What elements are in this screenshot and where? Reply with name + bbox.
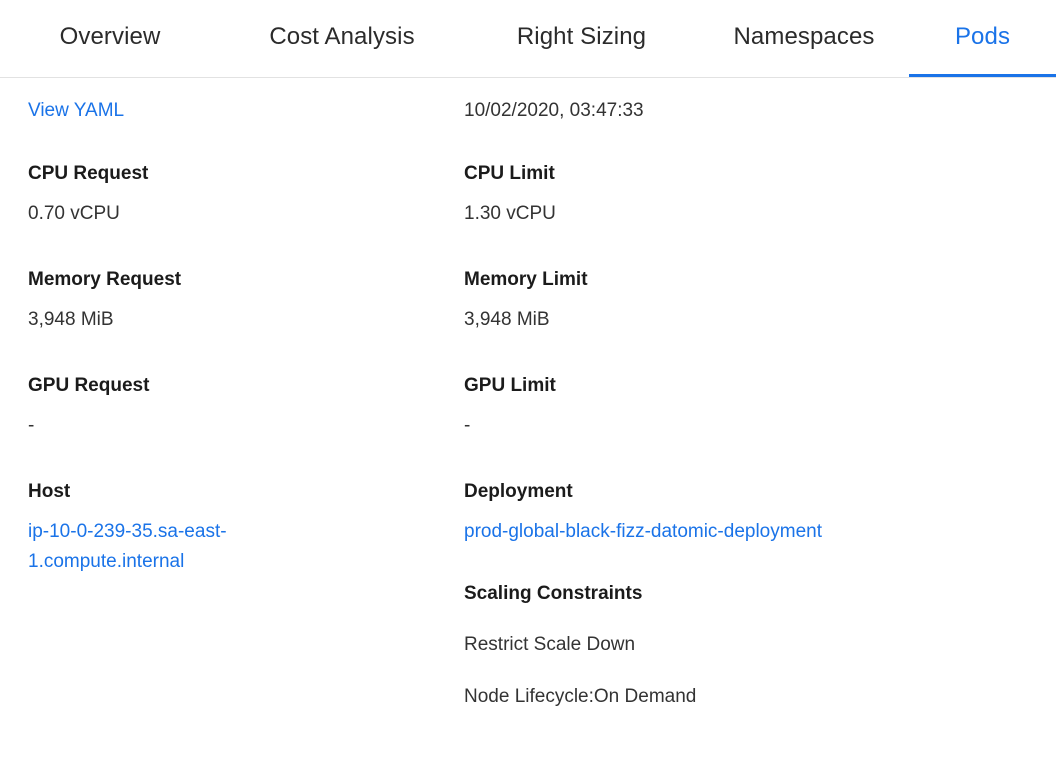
cpu-limit-label: CPU Limit xyxy=(464,163,555,184)
tab-bar xyxy=(0,0,1056,78)
gpu-request-value: - xyxy=(28,415,35,436)
gpu-request-label: GPU Request xyxy=(28,375,150,396)
tab-overview[interactable]: Overview xyxy=(59,23,161,50)
gpu-limit-row xyxy=(464,373,884,439)
memory-request-value: 3,948 MiB xyxy=(28,309,114,330)
cpu-request-row xyxy=(28,161,428,227)
memory-limit-label: Memory Limit xyxy=(464,269,588,290)
view-yaml-link[interactable]: View YAML xyxy=(28,100,125,121)
memory-request-row xyxy=(28,267,428,333)
view-yaml-row xyxy=(28,96,428,126)
memory-request-label: Memory Request xyxy=(28,269,182,290)
timestamp-value: 10/02/2020, 03:47:33 xyxy=(464,100,644,121)
tab-namespaces[interactable]: Namespaces xyxy=(733,23,875,50)
memory-limit-row xyxy=(464,267,884,333)
host-label: Host xyxy=(28,481,71,502)
deployment-label: Deployment xyxy=(464,481,573,502)
timestamp-row xyxy=(464,96,884,126)
host-row xyxy=(28,479,428,577)
scaling-constraints-row xyxy=(464,581,884,710)
cpu-request-label: CPU Request xyxy=(28,163,149,184)
tab-pods[interactable]: Pods xyxy=(909,0,1056,77)
scaling-constraint-item: Node Lifecycle:On Demand xyxy=(464,686,697,707)
deployment-row xyxy=(464,479,884,547)
host-link[interactable]: ip-10-0-239-35.sa-east-1.compute.internal xyxy=(28,521,227,572)
tab-right-sizing[interactable]: Right Sizing xyxy=(516,23,647,50)
tab-cost-analysis[interactable]: Cost Analysis xyxy=(269,23,415,50)
cpu-request-value: 0.70 vCPU xyxy=(28,203,120,224)
gpu-limit-value: - xyxy=(464,415,471,436)
deployment-link[interactable]: prod-global-black-fizz-datomic-deployment xyxy=(464,521,822,542)
detail-column-right xyxy=(464,78,884,736)
cpu-limit-row xyxy=(464,161,884,227)
detail-column-left xyxy=(28,78,428,577)
gpu-request-row xyxy=(28,373,428,439)
scaling-constraint-item: Restrict Scale Down xyxy=(464,634,636,655)
scaling-constraints-label: Scaling Constraints xyxy=(464,583,643,604)
gpu-limit-label: GPU Limit xyxy=(464,375,556,396)
cpu-limit-value: 1.30 vCPU xyxy=(464,203,556,224)
memory-limit-value: 3,948 MiB xyxy=(464,309,550,330)
